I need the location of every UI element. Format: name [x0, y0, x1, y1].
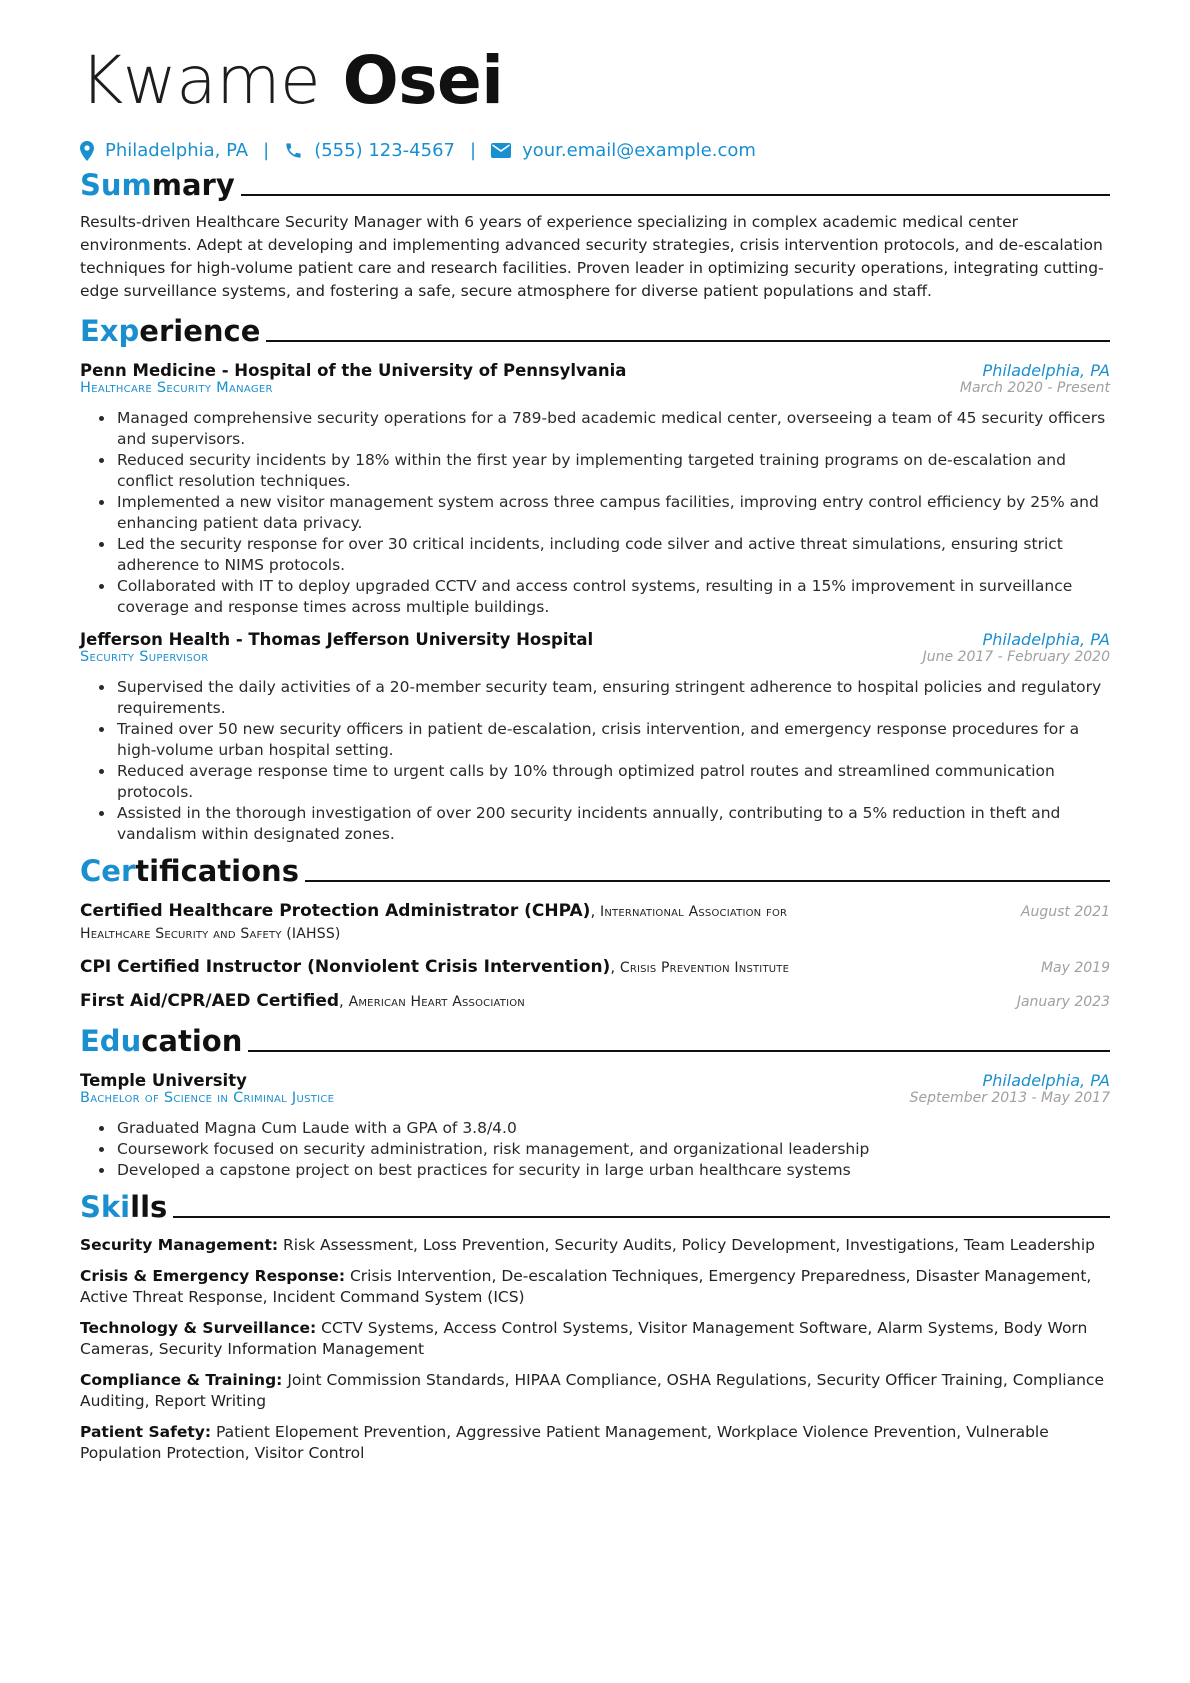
job-title: Security Supervisor — [80, 649, 209, 665]
certification-name: First Aid/CPR/AED Certified — [80, 991, 340, 1011]
contact-separator: | — [470, 140, 477, 161]
skill-group — [80, 1318, 1110, 1360]
bullet-item: • Led the security response for over 30 critical incidents, including code silver and active threat simulations, ensuring strict adherence to NIMS protocols. — [115, 534, 1110, 576]
section-title: Summary — [80, 168, 235, 202]
bullet-item: • Coursework focused on security administration, risk management, and organizational leadership — [115, 1139, 1110, 1160]
job-location: Philadelphia, PA — [982, 361, 1110, 380]
section-title: Experience — [80, 314, 261, 348]
section-rule — [305, 880, 1110, 882]
last-name: Osei — [342, 42, 504, 119]
degree-title: Bachelor of Science in Criminal Justice — [80, 1090, 335, 1106]
phone-icon — [284, 141, 303, 160]
certification-name: Certified Healthcare Protection Administrator (CHPA) — [80, 901, 591, 921]
school-name: Temple University — [80, 1071, 247, 1090]
bullet-item: • Collaborated with IT to deploy upgraded CCTV and access control systems, resulting in a 15% improvement in surveillance coverage and response times across multiple buildings. — [115, 576, 1110, 618]
job-entry — [80, 361, 1110, 618]
phone-text[interactable]: (555) 123-4567 — [314, 140, 455, 161]
job-entry — [80, 630, 1110, 845]
employer-name: Penn Medicine - Hospital of the University of Pennsylvania — [80, 361, 627, 380]
email-link[interactable]: your.email@example.com — [522, 140, 756, 161]
contact-line — [80, 140, 1110, 161]
map-pin-icon — [80, 141, 94, 161]
job-location: Philadelphia, PA — [982, 630, 1110, 649]
skill-category: Crisis & Emergency Response: — [80, 1267, 346, 1285]
contact-separator: | — [263, 140, 270, 161]
skill-items: Patient Elopement Prevention, Aggressive Patient Management, Workplace Violence Prevention, Vulnerable Population Protection, Visitor Control — [80, 1423, 1049, 1462]
certification-name: CPI Certified Instructor (Nonviolent Crisis Intervention) — [80, 957, 611, 977]
contact-phone[interactable] — [284, 140, 455, 161]
bullet-item: • Supervised the daily activities of a 20-member security team, ensuring stringent adherence to hospital policies and regulatory requirements. — [115, 677, 1110, 719]
education-entry — [80, 1071, 1110, 1181]
education-heading — [80, 1023, 1110, 1059]
section-rule — [248, 1050, 1110, 1052]
employer-name: Jefferson Health - Thomas Jefferson University Hospital — [80, 630, 594, 649]
certification-entry: First Aid/CPR/AED Certified, American Heart Association January 2023 — [80, 991, 1110, 1011]
skill-group — [80, 1422, 1110, 1464]
summary-heading — [80, 167, 1110, 203]
skill-category: Patient Safety: — [80, 1423, 212, 1441]
bullet-item: • Reduced average response time to urgent calls by 10% through optimized patrol routes and streamlined communication protocols. — [115, 761, 1110, 803]
certification-date: May 2019 — [1040, 960, 1110, 976]
certification-entry: CPI Certified Instructor (Nonviolent Crisis Intervention), Crisis Prevention Institute May 2019 — [80, 957, 1110, 977]
skill-group — [80, 1266, 1110, 1308]
skill-items: CCTV Systems, Access Control Systems, Visitor Management Software, Alarm Systems, Body Worn Cameras, Security Information Management — [80, 1319, 1088, 1358]
skill-items: Joint Commission Standards, HIPAA Compliance, OSHA Regulations, Security Officer Training, Compliance Auditing, Report Writing — [80, 1371, 1104, 1410]
experience-heading — [80, 313, 1110, 349]
bullet-item: • Assisted in the thorough investigation of over 200 security incidents annually, contributing to a 5% reduction in theft and vandalism within designated zones. — [115, 803, 1110, 845]
bullet-item: • Graduated Magna Cum Laude with a GPA of 3.8/4.0 — [115, 1118, 1110, 1139]
section-title: Certifications — [80, 854, 299, 888]
skill-group — [80, 1370, 1110, 1412]
contact-location — [80, 140, 248, 161]
skill-group — [80, 1235, 1110, 1256]
contact-email[interactable] — [491, 140, 756, 161]
envelope-icon — [491, 143, 511, 158]
education-bullets — [80, 1118, 1110, 1181]
certification-date: August 2021 — [1020, 904, 1110, 920]
section-title: Education — [80, 1024, 243, 1058]
bullet-item: • Trained over 50 new security officers in patient de-escalation, crisis intervention, and emergency response procedures for a high-volume urban hospital setting. — [115, 719, 1110, 761]
certifications-heading — [80, 853, 1110, 889]
summary-text: Results-driven Healthcare Security Manager with 6 years of experience specializing in complex academic medical center environments. Adept at developing and implementing advanced security strategies, crisis intervention protocols, and de-escalation techniques for high-volume patient care and research facilities. Proven leader in optimizing security operations, integrating cutting-edge surveillance systems, and fostering a safe, secure atmosphere for diverse patient populations and staff. — [80, 213, 1104, 300]
certification-issuer: International Association for Healthcare Security and Safety (IAHSS) — [80, 904, 788, 942]
certification-date: January 2023 — [1016, 994, 1110, 1010]
education-dates: September 2013 - May 2017 — [909, 1090, 1110, 1106]
skill-category: Security Management: — [80, 1236, 279, 1254]
section-title: Skills — [80, 1190, 168, 1224]
section-rule — [241, 194, 1110, 196]
bullet-item: • Implemented a new visitor management system across three campus facilities, improving entry control efficiency by 25% and enhancing patient data privacy. — [115, 492, 1110, 534]
bullet-item: • Managed comprehensive security operations for a 789-bed academic medical center, overseeing a team of 45 security officers and supervisors. — [115, 408, 1110, 450]
bullet-item: • Reduced security incidents by 18% within the first year by implementing targeted training programs on de-escalation and conflict resolution techniques. — [115, 450, 1110, 492]
job-dates: June 2017 - February 2020 — [922, 649, 1110, 665]
section-rule — [173, 1216, 1110, 1218]
first-name: Kwame — [80, 42, 321, 119]
section-rule — [266, 340, 1110, 342]
skills-heading — [80, 1189, 1110, 1225]
certification-entry: Certified Healthcare Protection Administrator (CHPA), International Association for Healthcare Security and Safety (IAHSS) August 2021 — [80, 901, 1110, 942]
job-bullets — [80, 677, 1110, 845]
skill-items: Risk Assessment, Loss Prevention, Security Audits, Policy Development, Investigations, Team Leadership — [283, 1236, 1096, 1254]
school-location: Philadelphia, PA — [982, 1071, 1110, 1090]
job-title: Healthcare Security Manager — [80, 380, 273, 396]
skill-items: Crisis Intervention, De-escalation Techniques, Emergency Preparedness, Disaster Management, Active Threat Response, Incident Command System (ICS) — [80, 1267, 1092, 1306]
location-text: Philadelphia, PA — [105, 140, 249, 161]
bullet-item: • Developed a capstone project on best practices for security in large urban healthcare systems — [115, 1160, 1110, 1181]
skill-category: Technology & Surveillance: — [80, 1319, 317, 1337]
candidate-name — [80, 42, 1110, 120]
certification-issuer: American Heart Association — [348, 994, 525, 1010]
job-dates: March 2020 - Present — [959, 380, 1110, 396]
certification-issuer: Crisis Prevention Institute — [619, 960, 790, 976]
job-bullets — [80, 408, 1110, 618]
skill-category: Compliance & Training: — [80, 1371, 283, 1389]
